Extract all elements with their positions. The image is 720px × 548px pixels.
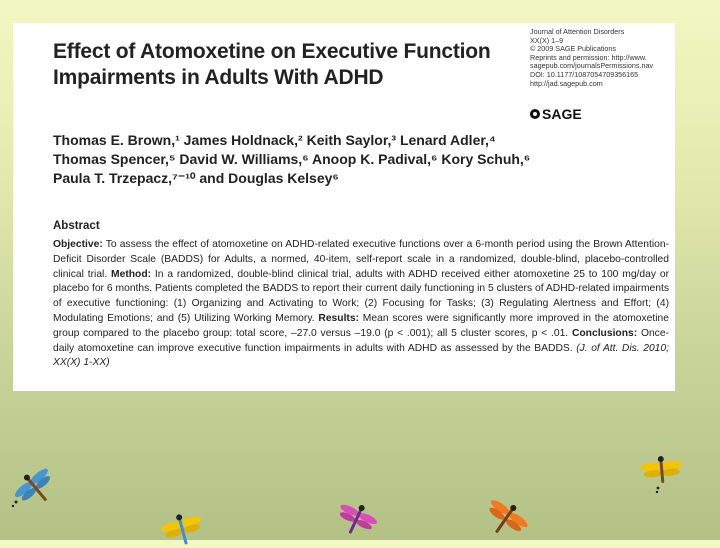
author-list: Thomas E. Brown,¹ James Holdnack,² Keith Saylor,³ Lenard Adler,⁴ Thomas Spencer,⁵ David W. Williams,⁶ Anoop K. Padival,⁶ Kory Schuh,⁶ Paula T. Trzepacz,⁷⁻¹⁰ and Douglas Kelsey⁶ <box>53 132 531 186</box>
meta-line: sagepub.com/journalsPermissions.nav <box>530 61 654 71</box>
conclusions-text: Once-daily atomoxetine can improve executive function impairments in adults with ADHD as assessed by the BADDS. <box>53 327 669 354</box>
meta-line: http://jad.sagepub.com <box>530 78 603 88</box>
meta-line: Journal of Attention Disorders <box>530 27 625 36</box>
meta-line: Reprints and permission: http://www. <box>530 52 647 62</box>
meta-line: XX(X) 1–9 <box>530 35 564 45</box>
journal-meta <box>530 28 680 88</box>
dragonfly-icon <box>158 508 206 548</box>
abstract-heading: Abstract <box>53 220 100 232</box>
meta-line: © 2009 SAGE Publications <box>530 44 617 54</box>
method-text: In a randomized, double-blind clinical trial, adults with ADHD received either atomoxetine 25 to 100 mg/day or placebo for 6 months. Patients completed the BADDS to report their current daily functioning in 5 clusters of ADHD-related impairments of executive functioning: (1) Organizing and Activating to Work; (2) Focusing for Tasks; (3) Regulating Alertness and Effort; (4) Modulating Emotions; and (5) Utilizing Working Memory. <box>53 268 669 324</box>
objective-label: Objective: <box>53 239 103 250</box>
dragonfly-icon <box>334 496 380 540</box>
publisher-logo <box>530 106 582 122</box>
meta-line: DOI: 10.1177/1087054709356165 <box>530 69 639 79</box>
publisher-logo-text: SAGE <box>542 106 582 122</box>
sage-logo-icon <box>530 109 540 119</box>
abstract-body <box>53 238 669 371</box>
results-text: Mean scores were significantly more improved in the atomoxetine group compared to the placebo group: total score, –27.0 versus –19.0 (p < .001); all 5 cluster scores, p < .01. <box>53 312 670 339</box>
conclusions-label: Conclusions: <box>571 327 638 339</box>
paper-card <box>13 23 675 391</box>
method-label: Method: <box>111 268 152 280</box>
objective-text: To assess the effect of atomoxetine on ADHD-related executive functions over a 6-month period using the Brown Attention-Deficit Disorder Scale (BADDS) for Adults, a normed, 40-item, self-report scale in a randomized, double-blind, placebo-controlled clinical trial. <box>53 239 669 280</box>
results-label: Results: <box>318 312 360 324</box>
dragonfly-icon <box>10 462 58 510</box>
dragonfly-icon <box>638 452 686 494</box>
citation: (J. of Att. Dis. 2010; XX(X) 1-XX) <box>53 342 669 369</box>
paper-title: Effect of Atomoxetine on Executive Function Impairments in Adults With ADHD <box>53 40 491 89</box>
dragonfly-icon <box>482 494 532 540</box>
